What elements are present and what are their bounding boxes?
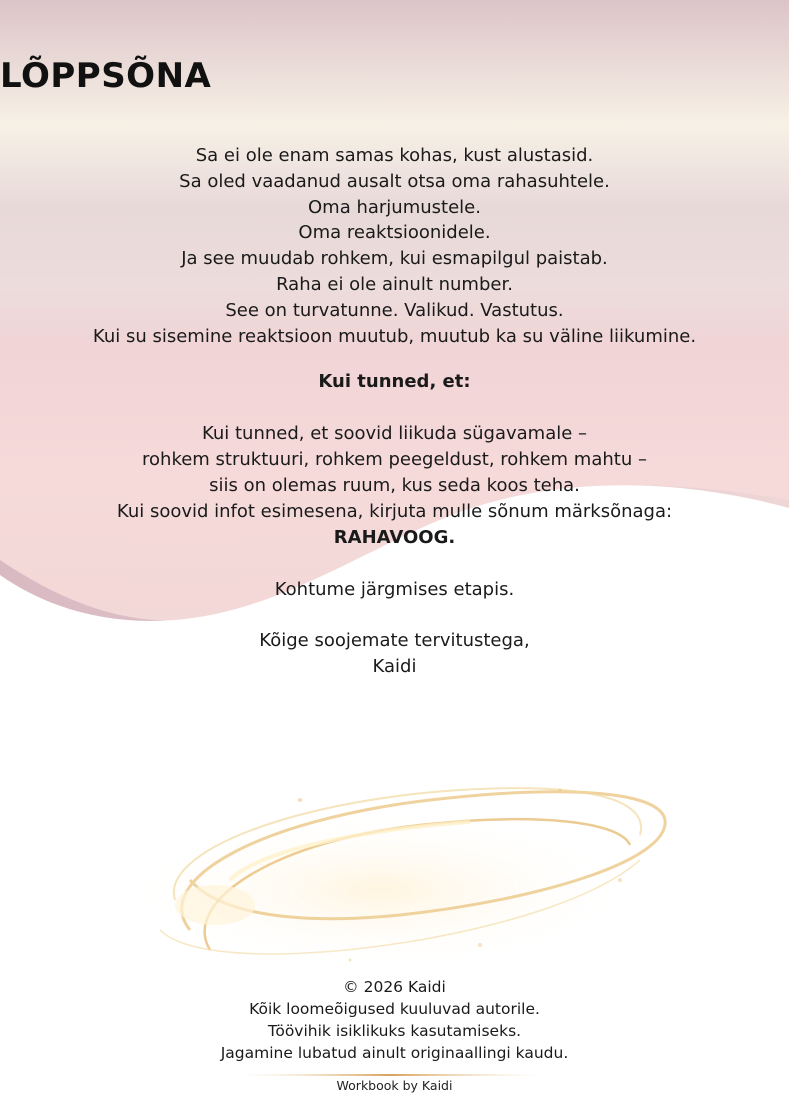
sharing-line: Jagamine lubatud ainult originaallingi kaudu. — [220, 1044, 569, 1062]
intro-line-2: Sa oled vaadanud ausalt otsa oma rahasuhtele. — [179, 171, 610, 192]
keyword: RAHAVOOG. — [333, 527, 456, 548]
intro-line-7: See on turvatunne. Valikud. Vastutus. — [225, 300, 564, 321]
invite-line-2: rohkem struktuuri, rohkem peegeldust, rohkem mahtu – — [142, 449, 647, 470]
intro-line-3: Oma harjumustele. — [308, 197, 481, 218]
intro-line-1: Sa ei ole enam samas kohas, kust alustasid. — [195, 145, 594, 166]
signature: Kaidi — [372, 656, 417, 677]
intro-line-8: Kui su sisemine reaktsioon muutub, muutub ka su väline liikumine. — [92, 326, 697, 347]
rights-line: Kõik loomeõigused kuuluvad autorile. — [249, 1000, 540, 1018]
invite-line-4: Kui soovid infot esimesena, kirjuta mulle sõnum märksõnaga: — [116, 501, 673, 522]
closing-line: Kohtume järgmises etapis. — [274, 579, 515, 600]
workbook-credit: Workbook by Kaidi — [336, 1078, 453, 1093]
subheading: Kui tunned, et: — [318, 371, 471, 392]
intro-line-4: Oma reaktsioonidele. — [298, 222, 491, 243]
intro-line-6: Raha ei ole ainult number. — [276, 274, 513, 295]
usage-line: Töövihik isiklikuks kasutamiseks. — [267, 1022, 522, 1040]
invite-line-1: Kui tunned, et soovid liikuda sügavamale – — [201, 423, 588, 444]
intro-line-5: Ja see muudab rohkem, kui esmapilgul paistab. — [181, 248, 608, 269]
page-title: LÕPPSÕNA — [0, 56, 212, 96]
signoff-line: Kõige soojemate tervitustega, — [259, 630, 530, 651]
invite-line-3: siis on olemas ruum, kus seda koos teha. — [209, 475, 580, 496]
copyright-line: © 2026 Kaidi — [343, 978, 446, 996]
